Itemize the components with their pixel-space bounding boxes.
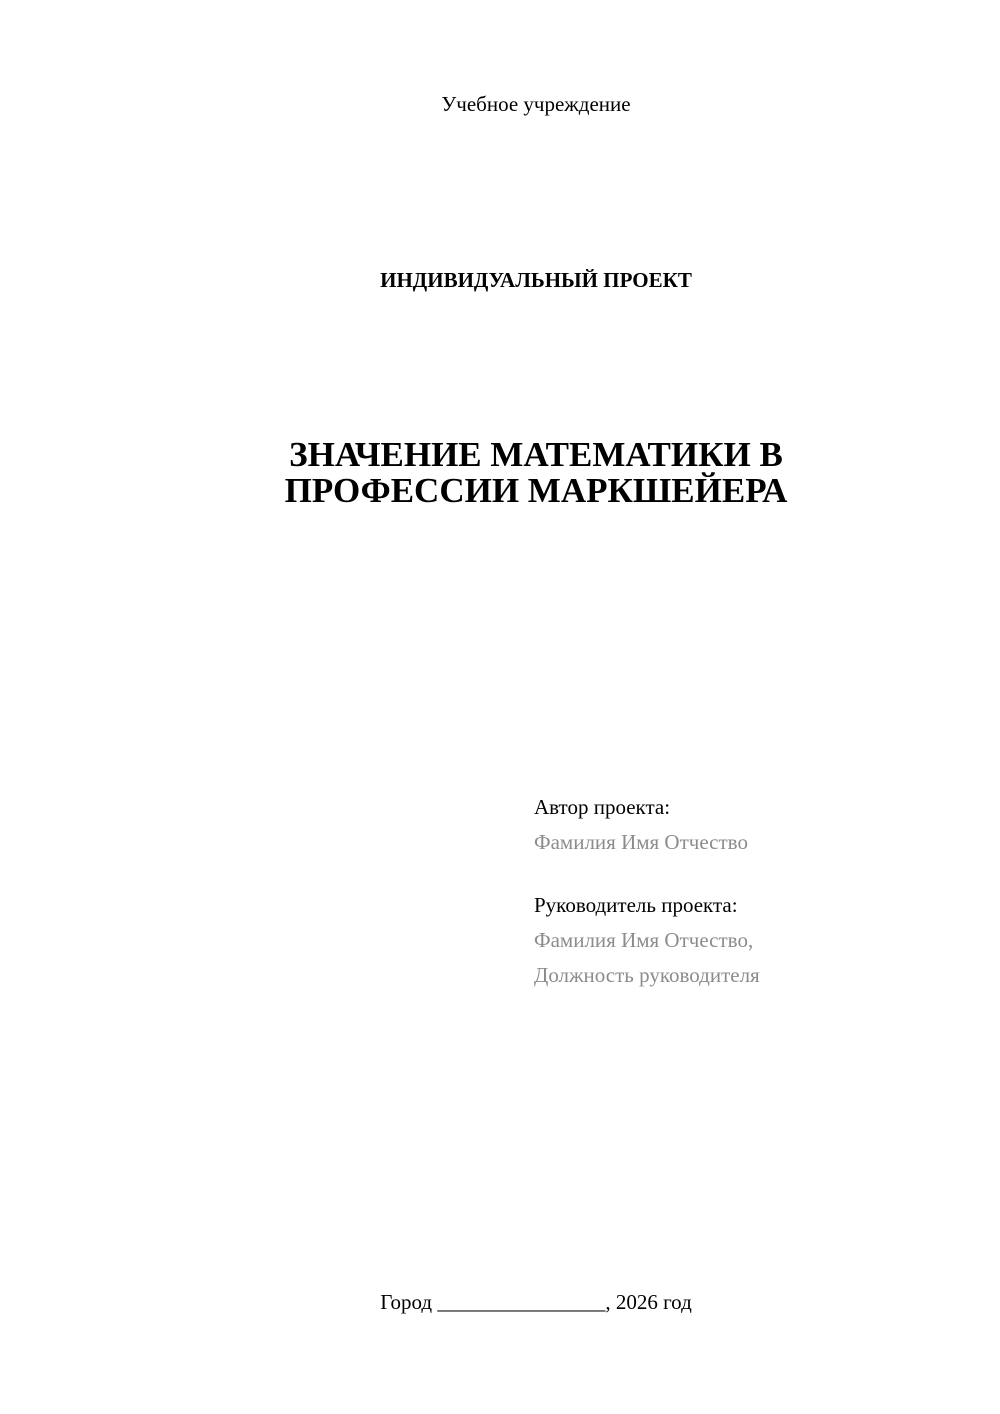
city-year-footer: Город ________________, 2026 год — [380, 1290, 692, 1314]
project-type-heading: ИНДИВИДУАЛЬНЫЙ ПРОЕКТ — [380, 268, 692, 292]
document-title — [0, 437, 1000, 509]
supervisor-name: Фамилия Имя Отчество, — [534, 928, 754, 952]
author-name: Фамилия Имя Отчество — [534, 830, 748, 854]
author-label: Автор проекта: — [534, 795, 671, 819]
title-line-2: ПРОФЕССИИ МАРКШЕЙЕРА — [284, 471, 788, 510]
supervisor-label: Руководитель проекта: — [534, 893, 738, 917]
title-line-1: ЗНАЧЕНИЕ МАТЕМАТИКИ В — [289, 435, 783, 474]
spacer — [534, 860, 760, 888]
project-info-block — [534, 790, 760, 993]
institution-name: Учебное учреждение — [441, 92, 631, 116]
supervisor-position: Должность руководителя — [534, 963, 760, 987]
